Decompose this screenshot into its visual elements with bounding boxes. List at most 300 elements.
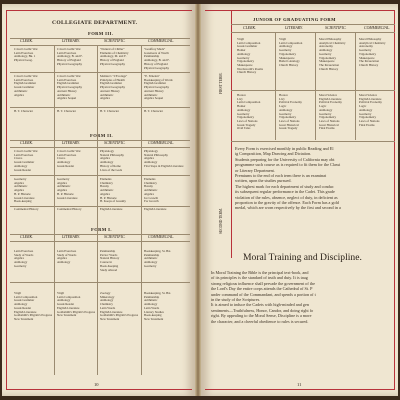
text-line: Anthology [319,107,333,112]
text-line: Physiology [100,149,114,153]
form-iii-col-rule [10,45,190,46]
text-line: Geometry [237,55,250,60]
left-page [2,4,195,396]
text-line: Pavlov Words [100,252,118,257]
text-line: Church History [237,70,257,75]
text-line: Algebra [100,191,110,196]
text-line: H. T. Character [57,109,76,113]
text-line: Botany [144,184,153,189]
text-line: Astronomy [359,44,373,49]
row-rule [10,282,190,283]
text-line: Trigonometry [237,59,255,64]
form-iii-r1-c3 [100,48,129,67]
text-line: Goldsmith's Pilgrim's Progress [57,309,96,314]
text-line: Arithmetic [100,92,114,97]
text-line: Algebra [100,156,110,161]
grad-r1-c3 [319,38,346,71]
text-line: Cicero [14,156,23,161]
text-line: Elements of Chemistry [100,50,129,55]
text-line: English Literature [57,305,80,310]
text-line: under command of the Commandant, and spends a portion of t [211,291,316,297]
text-line: Study of Words [57,252,77,257]
form-iii-col-1: CLERK. [20,39,34,43]
text-line: H. T. Character [14,109,33,113]
text-line: programme such course as is required to fit them for the Classi [235,162,341,168]
text-line: Latin Composition [237,40,261,45]
text-line: Geometry [319,111,332,116]
text-line: Anthology [144,260,158,265]
text-line: Literary Studies [144,309,164,314]
section-title: Moral Training and Discipline. [243,252,362,263]
text-line: Anthology [237,51,251,56]
right-margin-rule [394,10,395,390]
text-line: "E. Fénelon" [144,74,160,78]
text-line: H. P. Historie [100,195,117,200]
text-line: Study of Words [14,252,34,257]
text-line: Algebra [14,180,24,185]
text-line: H. P. Historie [57,191,74,196]
form-i-r1-c1 [14,250,33,269]
text-line: Natural History [100,256,120,261]
form-i-r2-c4 [144,292,171,322]
text-line: Arithmetic [144,188,158,193]
text-line: Molière's "L'Ecolage" [100,74,128,78]
text-line: Penmanship [144,252,160,257]
text-line: Physical Geography [144,85,170,90]
text-line: Homer [237,48,246,53]
text-line: Anthology [237,107,251,112]
text-line: H. T. Character [100,109,119,113]
text-line: Algebra [57,180,67,185]
left-margin-rule [6,10,7,390]
text-line: Every Form is exercised monthly in public Reading and El [235,146,334,151]
text-line: Shakespeare [359,55,375,60]
text-line: Trigonometry [319,115,337,120]
text-line: Anthology [144,160,158,165]
text-line: Latin Words [144,305,160,310]
text-line: or Literary Department. [235,167,275,173]
form-i-col-4: COMMERCIAL. [148,235,175,239]
text-line: Geometry [237,111,250,116]
row-rule [10,72,190,73]
text-line: in the study of the Scriptures. [211,297,261,303]
text-line: Algebra [14,256,24,261]
text-line: the Lord's Day the entire corps attends the Cathedral of St. P [211,286,313,292]
text-line: its subsequent regular performance in the Cadet. This grade [235,189,335,195]
text-line: Ancient History [144,88,164,93]
text-line: Horace [237,93,246,97]
text-line: Physiology [144,149,158,153]
text-line: Greek Literature [14,195,35,200]
text-line: Chemistry [100,180,113,185]
text-line: Book-Keeping [100,263,119,268]
text-line: Ovid Tales [237,126,251,131]
text-line: Latin Exercises [57,249,77,253]
text-line: of its principles is the standard of truth and duty. It is taug [211,275,308,281]
text-line: Physical Geography [144,65,170,70]
text-line: Penmanship [144,294,160,299]
text-line: English Grammar [144,81,167,86]
text-line: New Testament [14,316,34,321]
text-line: Arithmetic [14,88,28,93]
form-iii-r1-c1 [14,48,38,63]
text-line: violation of the rules, absence, neglect of duty, in deficient as [235,194,338,200]
form-iii-r3-c4 [144,110,163,114]
text-line: Greek Reader [14,167,32,172]
form-iii-col-4: COMMERCIAL. [148,39,175,43]
text-line: right. By appealing to the Moral Sense, Discipline is a more [211,313,312,319]
text-line: Zoology [100,291,111,295]
form-ii-r3-c3 [100,208,122,212]
text-line: Continental History [14,207,39,211]
form-ii-r1-c2 [57,150,81,169]
text-line: Geometry [359,48,372,53]
text-line: English Literature [14,309,37,314]
text-line: Trigonometry [279,51,297,56]
text-line: Trigonometry [279,115,297,120]
text-line: English Literature [359,96,382,101]
text-line: Anthology [57,160,71,165]
text-line: Penmanship [144,54,160,59]
text-line: New Testament [144,316,164,321]
text-line: Anthology [359,107,373,112]
text-line: Latin Exercises [14,77,34,82]
grad-r1-c1 [237,38,263,75]
text-line: The highest mark for each department of study and conduc [235,183,334,189]
text-line: the character, and a cheerful obedience to rules is secured. [211,318,309,324]
form-ii-r2-c4 [144,178,159,204]
form-ii-col-4: COMMERCIAL. [148,141,175,145]
text-line: Goldsmith's Pilgrim's Progress [100,313,139,318]
text-line: Anthology [100,160,114,165]
text-line: Anthology, B. and F. [57,54,83,59]
form-ii-r3-c1 [14,208,39,212]
text-line: Elements [100,177,112,181]
text-line: Cæsar's Gallic War [14,149,38,153]
col-divider [97,45,98,375]
col-divider [275,32,276,140]
text-line: Goldsmith's Pilgrim's Progress [14,313,53,318]
form-ii-r2-c3 [100,178,126,204]
form-iii-title: FORM III. [88,31,114,36]
text-line: Church History [359,62,379,67]
text-line: Latin Composition [237,100,261,105]
text-line: Cæsar's Gallic War [14,47,38,51]
text-line: Algebra [14,92,24,97]
text-line: Butler's Analogy [279,59,300,64]
text-line: Geometry [57,177,70,181]
grad-r2-c3 [319,94,342,131]
form-i-col-3: SCIENTIFIC. [104,235,126,239]
text-line: Greek Tragedy [237,122,256,127]
text-line: Anthology [14,302,28,307]
text-line: Cæsar's Gallic War [14,74,38,78]
text-line: History of England [144,61,168,66]
text-line: Virgil [57,291,65,295]
text-line: Logic [279,104,287,109]
text-line: Logic [359,104,367,109]
text-line: Arithmetic [100,188,114,193]
form-i-col-1: CLERK. [20,235,34,239]
text-line: Greek Literature [57,195,78,200]
form-iii-r1-c2 [57,48,83,67]
text-line: History of England [100,58,124,63]
text-line: Analytical Chemistry [319,40,346,45]
text-line: Laws of Nations [359,118,380,123]
text-line: For Growth [144,199,159,204]
text-line: Laws of Nations [319,118,340,123]
text-line: Anthology [279,107,293,112]
rules-paragraph [235,146,393,211]
header-rule [231,24,395,25]
text-line: Livy [279,96,285,101]
text-line: H. Koops of Greekly [100,199,126,204]
text-line: Bookkeeping of Words [144,77,173,82]
text-line: Latin Exercises [57,50,77,55]
text-line: Analytical Chemistry [359,40,386,45]
text-line: Algebra [57,256,67,261]
text-line: Anthology [319,48,333,53]
top-rule [205,10,395,11]
text-line: Principles of Health [100,77,125,82]
col-rule [231,32,395,33]
text-line: In Moral Training the Bible is the principal text-book, and [211,270,309,275]
text-line: Astronomy [319,44,333,49]
form-i-col-2: LITERARY. [62,235,80,239]
text-line: History of Rome [100,163,121,168]
text-line: Geometry [14,177,27,181]
form-ii-r3-c2 [57,208,82,212]
grad-r2-c1 [237,94,260,131]
text-line: Anthology [14,260,28,265]
text-line: Moral Science [359,93,377,97]
text-line: English Literature [144,207,167,211]
text-line: English Literature [100,207,123,211]
text-line: Geometry [359,111,372,116]
text-line: Greek Grammar [14,85,35,90]
row-rule [10,107,190,108]
form-iii-r2-c2 [57,75,82,101]
text-line: Shakespeare [237,62,253,67]
text-line: Final Exams [319,126,335,131]
text-line: Moral Philosophy [319,37,342,41]
text-line: Laws of Nations [237,118,258,123]
row-rule [10,175,190,176]
form-ii-col-2: LITERARY. [62,141,80,145]
text-line: English Literature [100,309,123,314]
form-i-r1-c4 [144,250,171,269]
text-line: Greek Grammar [14,160,35,165]
form-iii-r1-c4 [144,48,170,70]
form-i-col-rule [10,241,190,242]
second-term-label: SECOND TERM. [219,207,223,234]
text-line: New Testament [57,313,77,318]
right-col-4: COMMERCIAL. [364,26,391,30]
text-line: Arithmetic [57,92,71,97]
text-line: Geometry [319,51,332,56]
text-line: English Grammar [14,81,37,86]
form-ii-r2-c2 [57,178,78,200]
form-ii-r1-c1 [14,150,38,172]
text-line: Physical Geography [57,61,83,66]
text-line: The Persecution [359,59,380,64]
text-line: Virgil [14,291,22,295]
text-line: Algebra [144,191,154,196]
text-line: Trigonometry [359,51,377,56]
text-line: Latin Exercises [14,249,34,253]
text-line: Virgil [237,37,245,41]
text-line: Cæsar's Gallic War [57,47,81,51]
text-line: Final Exams [359,122,375,127]
right-col-1: CLERK. [243,26,257,30]
text-line: "Natural of Chiller" [100,47,125,51]
text-line: Penmanship [100,249,116,253]
form-ii-r1-c3 [100,150,124,172]
form-iii-r3-c1 [14,110,33,114]
text-line: Anthology, Bk. 1 [14,54,36,59]
text-line: Natural Philosophy [144,152,168,157]
form-ii-col-3: SCIENTIFIC. [104,141,126,145]
text-line: Ancient History [57,88,77,93]
text-line: Geometry [144,263,157,268]
text-line: Shakespeare [279,55,295,60]
text-line: Anthology [14,163,28,168]
text-line: Algebra [100,96,110,101]
form-ii-r2-c1 [14,178,35,204]
form-iii-r2-c3 [100,75,127,101]
text-line: Laws of Nations [279,118,300,123]
text-line: First Steps in English Literature [144,163,184,168]
text-line: Physical Geog. [14,58,33,63]
grad-r1-c4 [359,38,386,68]
text-line: Wordsworth's Poems [237,66,264,71]
text-line: Homer [237,104,246,109]
text-line: History of England [57,58,81,63]
form-iii-r2-c1 [14,75,38,97]
text-line: Political Economy [279,100,302,105]
text-line: Trigonometry [319,55,337,60]
text-line: Book-keeping [144,313,162,318]
text-line: English Grammar [57,81,80,86]
text-line: "Geoffrey Mads" [144,47,166,51]
text-line: Trigonometry [237,115,255,120]
text-line: Arithmetic [14,184,28,189]
text-line: Anthology, B. and F. [144,58,170,63]
text-line: Greek Reader [57,302,75,307]
form-i-r1-c2 [57,250,76,265]
text-line: Political Economy [359,100,382,105]
text-line: Greek Grammar [237,44,258,49]
text-line: written, upon the studies pursued. [235,178,292,184]
top-rule [6,10,192,11]
text-line: Algebra [57,188,67,193]
col-divider [141,45,142,375]
text-line: Anthology [100,298,114,303]
term-rule [231,90,395,91]
text-line: Latin Words [100,305,116,310]
form-ii-col-1: CLERK. [20,141,34,145]
form-i-r2-c3 [100,292,138,322]
form-i-title: FORM I. [91,227,112,232]
text-line: Bookkeeping, Sr. Bst. [144,291,172,295]
text-line: Shakespeare [319,59,335,64]
col-divider [54,45,55,375]
col-divider [355,32,356,140]
form-ii-title: FORM II. [90,133,114,138]
text-line: Physical Geography [57,85,83,90]
text-line: Greek Grammar [14,298,35,303]
form-iii-col-2: LITERARY. [62,39,80,43]
text-line: Arithmetic [144,298,158,303]
text-line: Bookkeeping, Sr. Bst. [144,249,172,253]
text-line: Moral Philosophy [359,37,382,41]
text-line: Greek Tragedy [279,126,298,131]
grad-r1-c2 [279,38,302,68]
bottom-rule [205,389,395,390]
text-line: Natural Philosophy [100,152,124,157]
text-line: Algebra [14,188,24,193]
text-line: Great Historical [319,122,339,127]
text-line: Mineralogy [100,294,115,299]
text-line: Chemistry [100,302,113,307]
text-line: Botany [100,184,109,189]
text-line: Arithmetic [57,184,71,189]
text-line: Latin Exercises [57,77,77,82]
text-line: Course in [100,260,112,265]
text-line: Book-keeping [14,199,32,204]
text-line: Physical Geography [100,85,126,90]
text-line: Political Economy [319,100,342,105]
form-ii-r1-c4 [144,150,184,169]
text-line: Horace [279,93,288,97]
text-line: Latin Exercises [14,50,34,55]
page-number-right: 11 [297,382,302,387]
text-line: Great Historical [279,122,299,127]
form-i-r1-c3 [100,250,119,272]
form-ii-col-rule [10,147,190,148]
text-line: Latin Composition [57,294,81,299]
right-col-3: SCIENTIFIC. [325,26,347,30]
department-title: COLLEGIATE DEPARTMENT. [52,20,138,26]
text-line: H. P. Historie [14,191,31,196]
text-line: Livy [237,96,243,101]
grad-r2-c2 [279,94,302,131]
text-line: Students preparing for the University of California may obt [235,156,335,162]
text-line: Algebra [144,156,154,161]
page-number-left: 10 [94,382,99,387]
grad-r2-c4 [359,94,382,127]
text-line: Arithmetic [144,92,158,97]
first-term-label: FIRST TERM. [219,72,223,94]
text-line: Cicero [57,156,66,161]
text-line: English Literature [319,96,342,101]
text-line: Gazetteers of Worth [144,50,169,55]
text-line: Moral Science [319,93,337,97]
text-line: English Grammar [100,81,123,86]
text-line: sentiments—Truthfulness, Honor, Candor, and doing right fo [211,307,314,313]
text-line: Logic [319,104,327,109]
inner-margin-rule [231,10,232,258]
text-line: Church History [319,66,339,71]
text-line: Physical Geography [100,61,126,66]
text-line: Algebra Sequel [144,96,164,101]
text-line: proportion to the gravity of the offence. Each Form has a gold [235,200,339,206]
text-line: Chemistry [144,180,157,185]
text-line: Trigonometry [359,115,377,120]
form-iii-col-3: SCIENTIFIC. [104,39,126,43]
moral-training-paragraph [211,270,393,324]
text-line: Latin Exercises [57,152,77,157]
